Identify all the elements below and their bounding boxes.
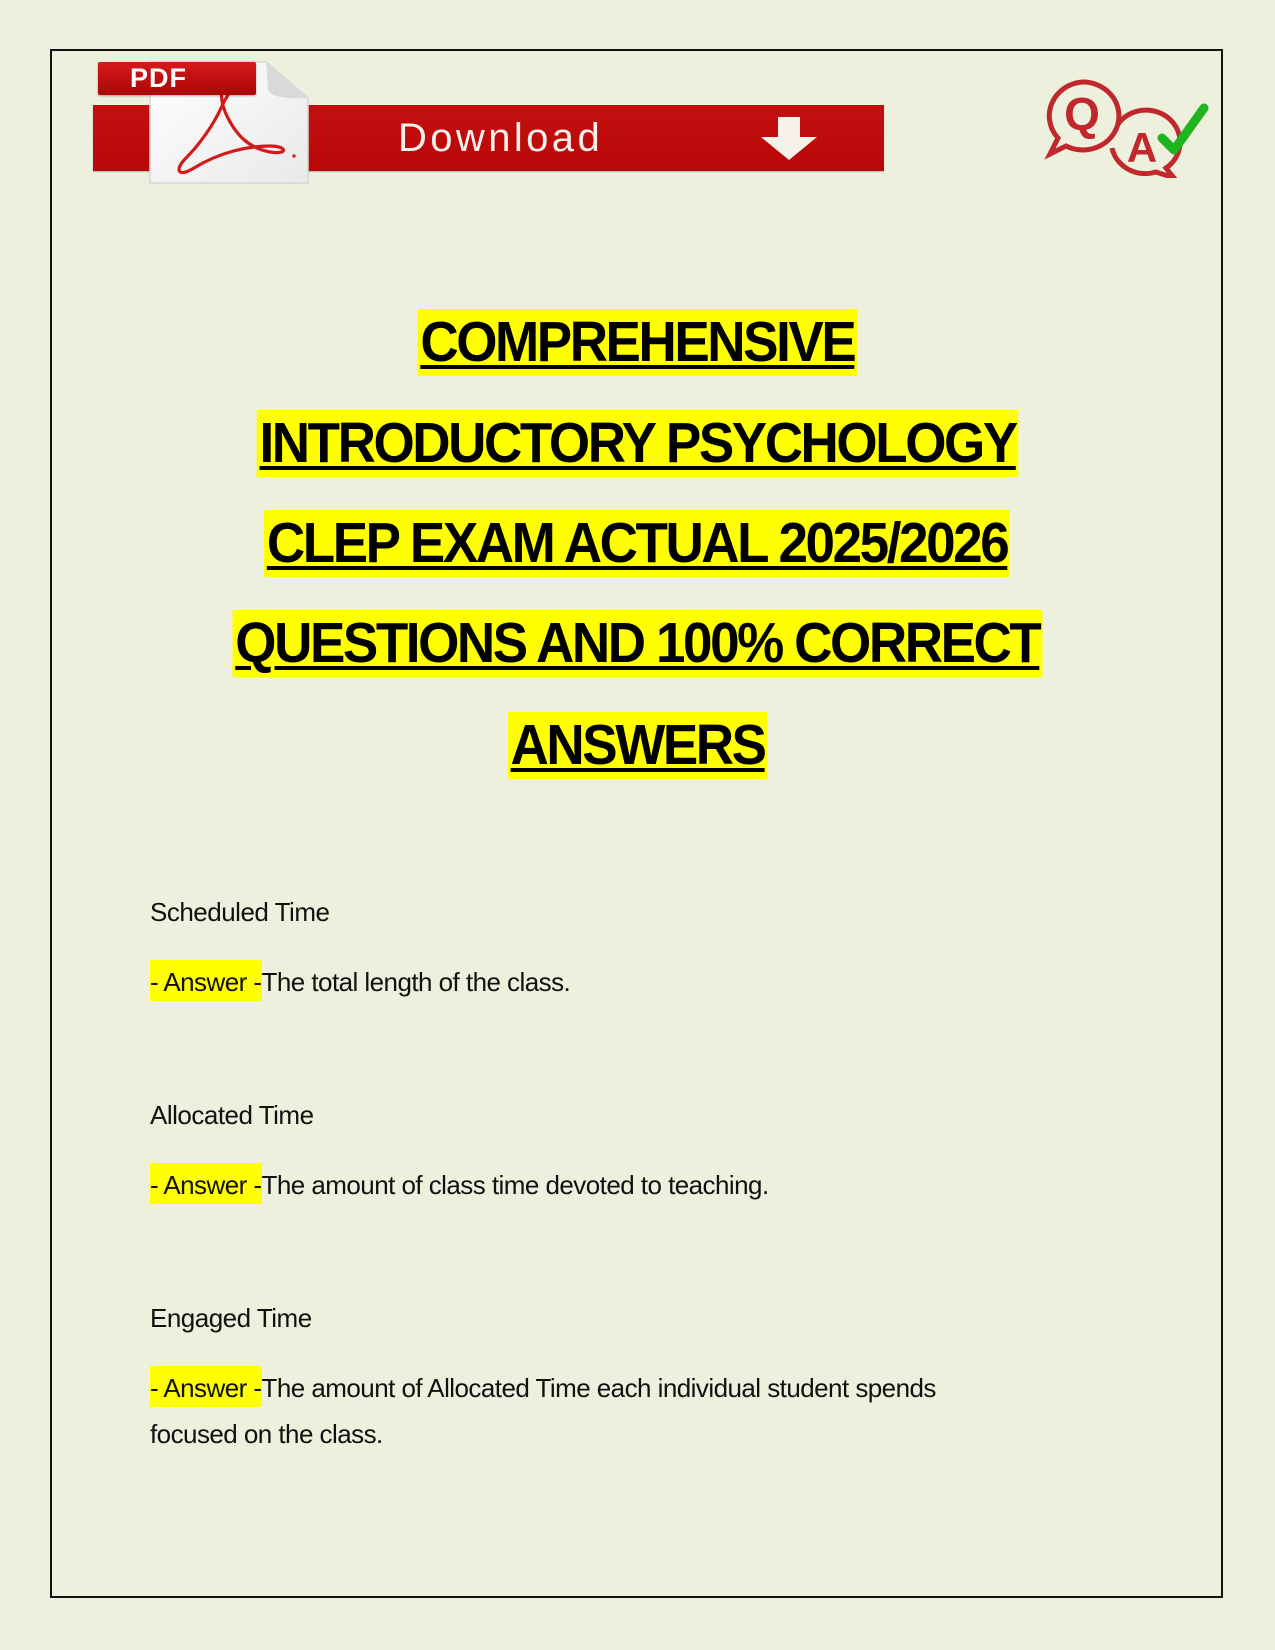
answer-text: The amount of Allocated Time each individual student spends xyxy=(261,1373,936,1403)
question-term: Allocated Time xyxy=(150,1100,314,1130)
svg-text:A: A xyxy=(1126,124,1158,171)
title-line-4: QUESTIONS AND 100% CORRECT xyxy=(0,610,1275,677)
qa-entry xyxy=(150,1100,1150,1208)
answer-label: - Answer - xyxy=(150,960,262,1001)
answer-text: The amount of class time devoted to teaching. xyxy=(261,1170,769,1200)
title-line-2: INTRODUCTORY PSYCHOLOGY xyxy=(0,410,1275,477)
answer-text: The total length of the class. xyxy=(261,967,571,997)
answer-continuation: focused on the class. xyxy=(150,1419,383,1449)
title-line-5: ANSWERS xyxy=(0,712,1275,779)
qa-entry xyxy=(150,897,1150,1005)
title-line-3: CLEP EXAM ACTUAL 2025/2026 xyxy=(0,510,1275,577)
title-line-1: COMPREHENSIVE xyxy=(0,309,1275,376)
answer-line xyxy=(150,1162,1150,1208)
arrow-down-icon[interactable] xyxy=(760,117,818,161)
svg-text:Q: Q xyxy=(1064,88,1100,140)
download-label[interactable]: Download xyxy=(398,116,604,160)
question-term: Scheduled Time xyxy=(150,897,330,927)
answer-label: - Answer - xyxy=(150,1366,262,1407)
qa-entry xyxy=(150,1303,1150,1457)
answer-line xyxy=(150,959,1150,1005)
question-term: Engaged Time xyxy=(150,1303,312,1333)
answer-label: - Answer - xyxy=(150,1163,262,1204)
pdf-tab-label: PDF xyxy=(130,63,187,93)
answer-line xyxy=(150,1365,1150,1411)
qa-logo-icon xyxy=(1040,78,1210,178)
